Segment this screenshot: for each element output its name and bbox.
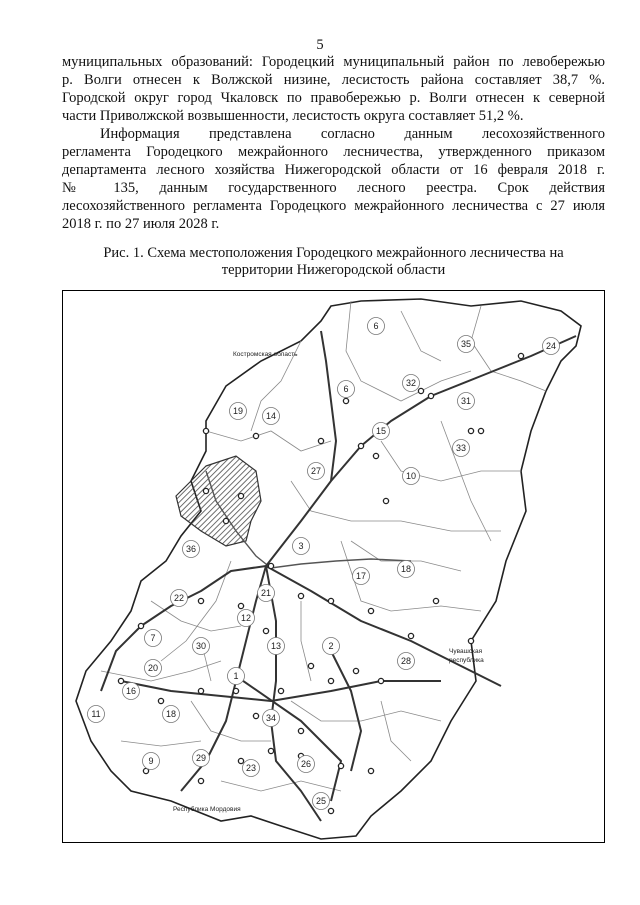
settlement-marker [373, 453, 378, 458]
map-figure [62, 290, 605, 843]
district-number: 36 [185, 544, 197, 554]
settlement-marker [268, 748, 273, 753]
district-number: 34 [265, 713, 277, 723]
settlement-marker [428, 393, 433, 398]
settlement-marker [468, 638, 473, 643]
settlement-marker [238, 493, 243, 498]
settlement-marker [383, 498, 388, 503]
settlement-marker [118, 678, 123, 683]
settlement-marker [158, 698, 163, 703]
district-label [163, 706, 180, 723]
settlement-marker [308, 663, 313, 668]
settlement-marker [418, 388, 423, 393]
settlement-marker [278, 688, 283, 693]
settlement-marker [318, 438, 323, 443]
paragraph-line: регламента Городецкого межрайонного лесничества, утвержденного приказом [62, 144, 605, 160]
district-label [193, 750, 210, 767]
district-number: 25 [315, 796, 327, 806]
district-number: 15 [375, 426, 387, 436]
district-label [353, 568, 370, 585]
settlement-marker [368, 768, 373, 773]
district-label [243, 760, 260, 777]
district-label [308, 463, 325, 480]
paragraph-line: 2018 г. по 27 июля 2028 г. [62, 216, 220, 232]
district-label [373, 423, 390, 440]
district-number: 30 [195, 641, 207, 651]
paragraph-line: лесохозяйственного регламента Городецкого межрайонного лесничества с 27 июля [62, 198, 605, 214]
district-label [398, 561, 415, 578]
paragraph-line: департамента лесного хозяйства Нижегородской области от 16 февраля 2018 г. [62, 162, 605, 178]
paragraph-line: р. Волги отнесен к Волжской низине, лесистость района составляет 38,7 %. [62, 72, 605, 88]
district-label [368, 318, 385, 335]
page-number: 5 [316, 37, 324, 53]
district-label [458, 336, 475, 353]
settlement-marker [203, 428, 208, 433]
district-label [403, 375, 420, 392]
district-number: 11 [91, 709, 101, 719]
settlement-marker [518, 353, 523, 358]
district-number: 19 [232, 406, 244, 416]
district-label [263, 408, 280, 425]
oblast-map [63, 291, 604, 842]
district-number: 18 [165, 709, 177, 719]
district-label [458, 393, 475, 410]
district-label [268, 638, 285, 655]
settlement-marker [223, 518, 228, 523]
district-number: 16 [125, 686, 137, 696]
district-number: 35 [460, 339, 472, 349]
settlement-marker [233, 688, 238, 693]
kostroma-region-label: Костромская область [233, 351, 298, 358]
district-label [398, 653, 415, 670]
settlement-marker [238, 603, 243, 608]
settlement-marker [253, 713, 258, 718]
paragraph-line: муниципальных образований: Городецкий муниципальный район по левобережью [62, 54, 605, 70]
district-number: 22 [173, 593, 185, 603]
settlement-marker [408, 633, 413, 638]
district-number: 17 [355, 571, 367, 581]
district-label [293, 538, 310, 555]
district-label [298, 756, 315, 773]
district-label [145, 660, 162, 677]
settlement-marker [138, 623, 143, 628]
district-number: 3 [298, 541, 304, 551]
chuvash-region-label: Чувашская [449, 648, 483, 655]
district-number: 7 [150, 633, 156, 643]
district-label [323, 638, 340, 655]
paragraph-line: части Приволжской возвышенности, лесистость округа составляет 51,2 %. [62, 108, 524, 124]
settlement-marker [338, 763, 343, 768]
district-number: 18 [400, 564, 412, 574]
district-label [183, 541, 200, 558]
district-number: 31 [460, 396, 472, 406]
paragraph-line: Информация представлена согласно данным лесохозяйственного [100, 126, 605, 142]
district-number: 12 [240, 613, 252, 623]
district-number: 29 [195, 753, 207, 763]
district-label [238, 610, 255, 627]
settlement-marker [198, 688, 203, 693]
settlement-marker [468, 428, 473, 433]
district-number: 9 [148, 756, 154, 766]
district-label [230, 403, 247, 420]
settlement-marker [263, 628, 268, 633]
settlement-marker [198, 778, 203, 783]
district-number: 1 [233, 671, 239, 681]
district-label [258, 585, 275, 602]
district-label [403, 468, 420, 485]
figure-caption-line: территории Нижегородской области [221, 262, 446, 278]
district-number: 13 [270, 641, 282, 651]
settlement-marker [298, 593, 303, 598]
district-number: 6 [343, 384, 349, 394]
district-label [338, 381, 355, 398]
district-number: 26 [300, 759, 312, 769]
settlement-marker [328, 598, 333, 603]
settlement-marker [378, 678, 383, 683]
district-label [543, 338, 560, 355]
settlement-marker [268, 563, 273, 568]
settlement-marker [343, 398, 348, 403]
settlement-marker [328, 808, 333, 813]
district-number: 28 [400, 656, 412, 666]
settlement-marker [433, 598, 438, 603]
district-number: 14 [265, 411, 277, 421]
settlement-marker [353, 668, 358, 673]
district-label [123, 683, 140, 700]
district-label [263, 710, 280, 727]
figure-caption-line: Рис. 1. Схема местоположения Городецкого межрайонного лесничества на [103, 245, 564, 261]
district-label [145, 630, 162, 647]
settlement-marker [368, 608, 373, 613]
district-number: 2 [328, 641, 334, 651]
mordovia-region-label: Республика Мордовия [173, 806, 241, 813]
settlement-marker [203, 488, 208, 493]
district-number: 27 [310, 466, 322, 476]
district-label [313, 793, 330, 810]
district-number: 32 [405, 378, 417, 388]
settlement-marker [238, 758, 243, 763]
district-label [171, 590, 188, 607]
district-number: 20 [147, 663, 159, 673]
chuvash-region-label: республика [449, 657, 484, 664]
district-number: 33 [455, 443, 467, 453]
district-number: 10 [405, 471, 417, 481]
settlement-marker [478, 428, 483, 433]
district-number: 24 [545, 341, 557, 351]
paragraph-line: Городской округ город Чкаловск по правобережью р. Волги отнесен к северной [62, 90, 605, 106]
district-label [453, 440, 470, 457]
district-label [228, 668, 245, 685]
paragraph-line: № 135, данным государственного лесного реестра. Срок действия [62, 180, 605, 196]
settlement-marker [298, 728, 303, 733]
district-number: 21 [260, 588, 272, 598]
district-label [143, 753, 160, 770]
district-label [88, 706, 105, 723]
district-number: 23 [245, 763, 257, 773]
settlement-marker [358, 443, 363, 448]
district-label [193, 638, 210, 655]
settlement-marker [328, 678, 333, 683]
district-number: 6 [373, 321, 379, 331]
settlement-marker [198, 598, 203, 603]
settlement-marker [253, 433, 258, 438]
